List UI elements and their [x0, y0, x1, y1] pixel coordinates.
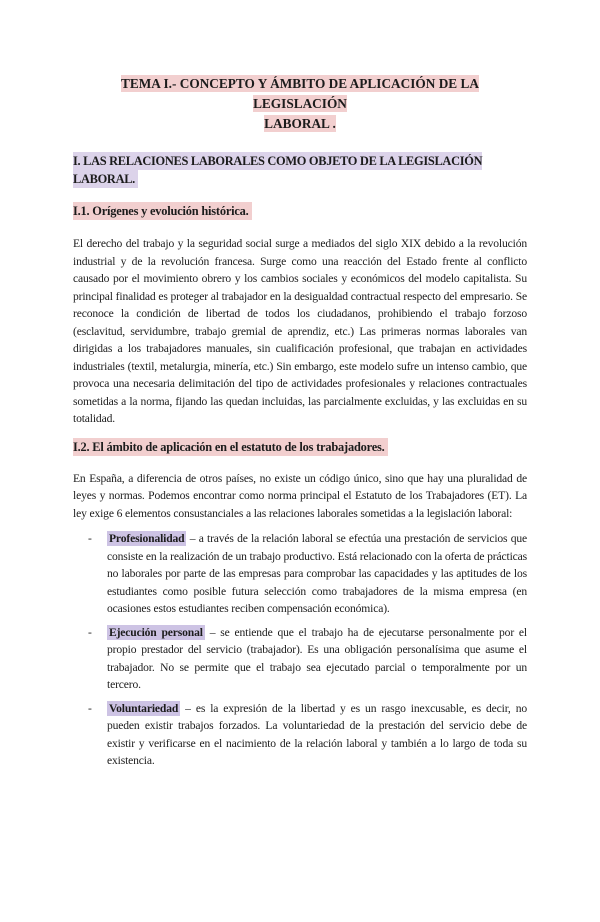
list-dash: -: [88, 625, 92, 639]
elements-list: [73, 530, 527, 770]
list-item-text: – a través de la relación laboral se efectúa una prestación de servicios que consiste en la realización de un trabajo productivo. Está relacionado con la oferta de prácticas no laborales por parte de las empresas para comprobar las capacidades y las aptitudes de los estudiantes como posible futura selección como trabajadores de la misma empresa (en ocasiones estos estudiantes reciben compensación económica).: [107, 532, 527, 615]
list-item-text: – se entiende que el trabajo ha de ejecutarse personalmente por el propio prestador del servicio (trabajador). Es una obligación personalísima que asume el trabajador. No se permite que el trabajo sea ejecutado parcial o temporalmente por un tercero.: [107, 625, 527, 691]
list-item-text: – es la expresión de la libertad y es un rasgo inexcusable, es decir, no pueden existir trabajos forzados. La voluntariedad de la prestación del servicio debe de existir y verificarse en el nacimiento de la relación laboral y también a lo largo de toda su existencia.: [107, 701, 527, 767]
section-heading-text: I. LAS RELACIONES LABORALES COMO OBJETO DE LA LEGISLACIÓN LABORAL.: [73, 154, 483, 186]
list-dash: -: [88, 701, 92, 715]
list-dash: -: [88, 532, 92, 545]
list-item-term: Ejecución personal: [109, 625, 203, 639]
title-line-2: LABORAL .: [264, 116, 336, 131]
document-page: [0, 74, 600, 922]
list-item: [73, 624, 527, 694]
title-line-1: TEMA I.- CONCEPTO Y ÁMBITO DE APLICACIÓN DE LA LEGISLACIÓN: [121, 76, 479, 111]
section-heading: [73, 152, 527, 188]
document-title: [73, 74, 527, 134]
subsection-heading-origins-text: I.1. Orígenes y evolución histórica.: [73, 202, 252, 220]
list-item: [73, 700, 527, 770]
subsection-heading-scope-text: I.2. El ámbito de aplicación en el estatuto de los trabajadores.: [73, 438, 388, 456]
paragraph-origins: El derecho del trabajo y la seguridad social surge a mediados del siglo XIX debido a la revolución industrial y de la revolución francesa. Surge como una reacción del Estado frente al conflicto causado por el movimiento obrero y los cambios sociales y económicos del modelo capitalista. Su principal finalidad es proteger al trabajador en la desigualdad contractual respecto del empresario. Se reconoce la condición de libertad de todos los ciudadanos, prohibiendo el trabajo forzoso (esclavitud, servidumbre, trabajo gremial de aprendiz, etc.) Las primeras normas laborales van dirigidas a los trabajadores manuales, sin cualificación profesional, que trabajan en actividades industriales (textil, metalurgia, minería, etc.) Sin embargo, este modelo sufre un intenso cambio, que provoca una necesaria delimitación del tipo de actividades profesionales y relaciones contractuales sometidas a la norma, fijando las quedan incluidas, las parcialmente excluidas, y las excluidas en su totalidad.: [73, 237, 527, 425]
list-item-term: Profesionalidad: [109, 532, 185, 545]
list-item-term: Voluntariedad: [109, 701, 179, 715]
list-item: [73, 530, 527, 618]
subsection-heading-origins: [73, 202, 527, 220]
subsection-heading-scope: [73, 438, 527, 456]
paragraph-scope: En España, a diferencia de otros países, no existe un código único, sino que hay una pluralidad de leyes y normas. Podemos encontrar como norma principal el Estatuto de los Trabajadores (ET). La ley exige 6 elementos consustanciales a las relaciones laborales sometidas a la legislación laboral:: [73, 471, 527, 520]
